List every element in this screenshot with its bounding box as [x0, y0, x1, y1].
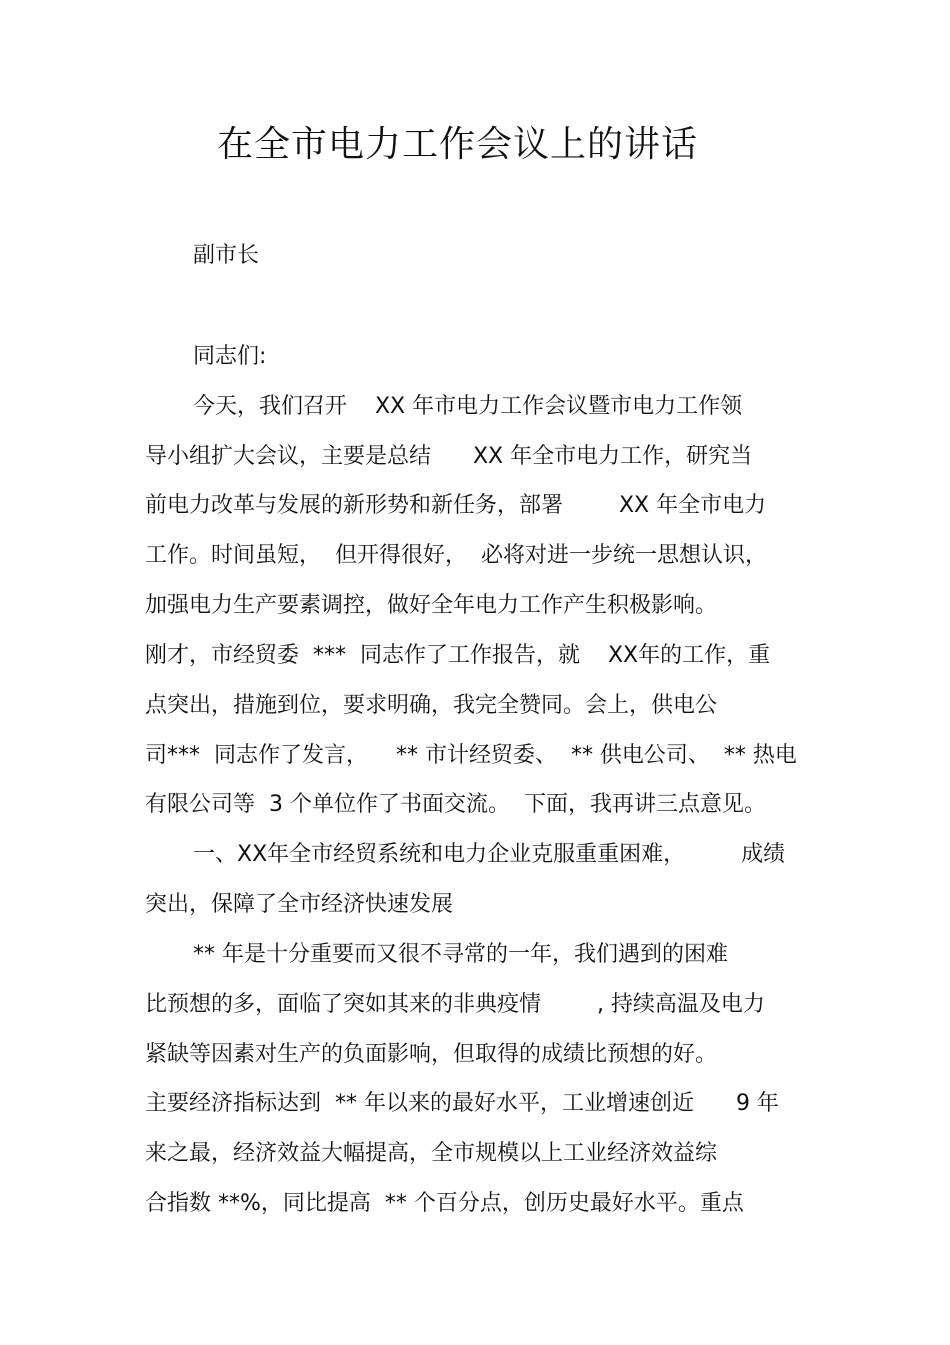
body-line: 紧缺等因素对生产的负面影响，但取得的成绩比预想的好。	[145, 1042, 718, 1067]
body-line: 前电力改革与发展的新形势和新任务，部署 XX 年全市电力	[145, 493, 767, 518]
body-line: 比预想的多，面临了突如其来的非典疫情 , 持续高温及电力	[145, 992, 765, 1017]
author-line: 副市长	[193, 243, 260, 268]
body-line: 刚才，市经贸委 *** 同志作了工作报告，就 XX年的工作，重	[145, 643, 771, 668]
body-line: 今天，我们召开 XX 年市电力工作会议暨市电力工作领	[193, 394, 743, 419]
body-line: 加强电力生产要素调控，做好全年电力工作产生积极影响。	[145, 593, 718, 618]
body-line: 点突出，措施到位，要求明确，我完全赞同。会上，供电公	[145, 693, 718, 718]
body-line: 司*** 同志作了发言， ** 市计经贸委、 ** 供电公司、 ** 热电	[145, 743, 797, 768]
body-line: 来之最，经济效益大幅提高，全市规模以上工业经济效益综	[145, 1141, 718, 1166]
body-line: ** 年是十分重要而又很不寻常的一年，我们遇到的困难	[193, 942, 728, 967]
body-line: 工作。时间虽短， 但开得很好， 必将对进一步统一思想认识，	[145, 543, 767, 568]
document-title: 在全市电力工作会议上的讲话	[216, 124, 698, 165]
body-line: 主要经济指标达到 ** 年以来的最好水平，工业增速创近 9 年	[145, 1091, 779, 1116]
body-line: 导小组扩大会议，主要是总结 XX 年全市电力工作，研究当	[145, 444, 753, 469]
body-line: 有限公司等 3 个单位作了书面交流。 下面，我再讲三点意见。	[145, 792, 766, 817]
heading-line: 突出，保障了全市经济快速发展	[145, 892, 454, 917]
salutation-line: 同志们:	[193, 344, 267, 369]
body-line: 合指数 **%，同比提高 ** 个百分点，创历史最好水平。重点	[145, 1191, 744, 1216]
heading-line: 一、XX年全市经贸系统和电力企业克服重重困难， 成绩	[193, 842, 786, 867]
